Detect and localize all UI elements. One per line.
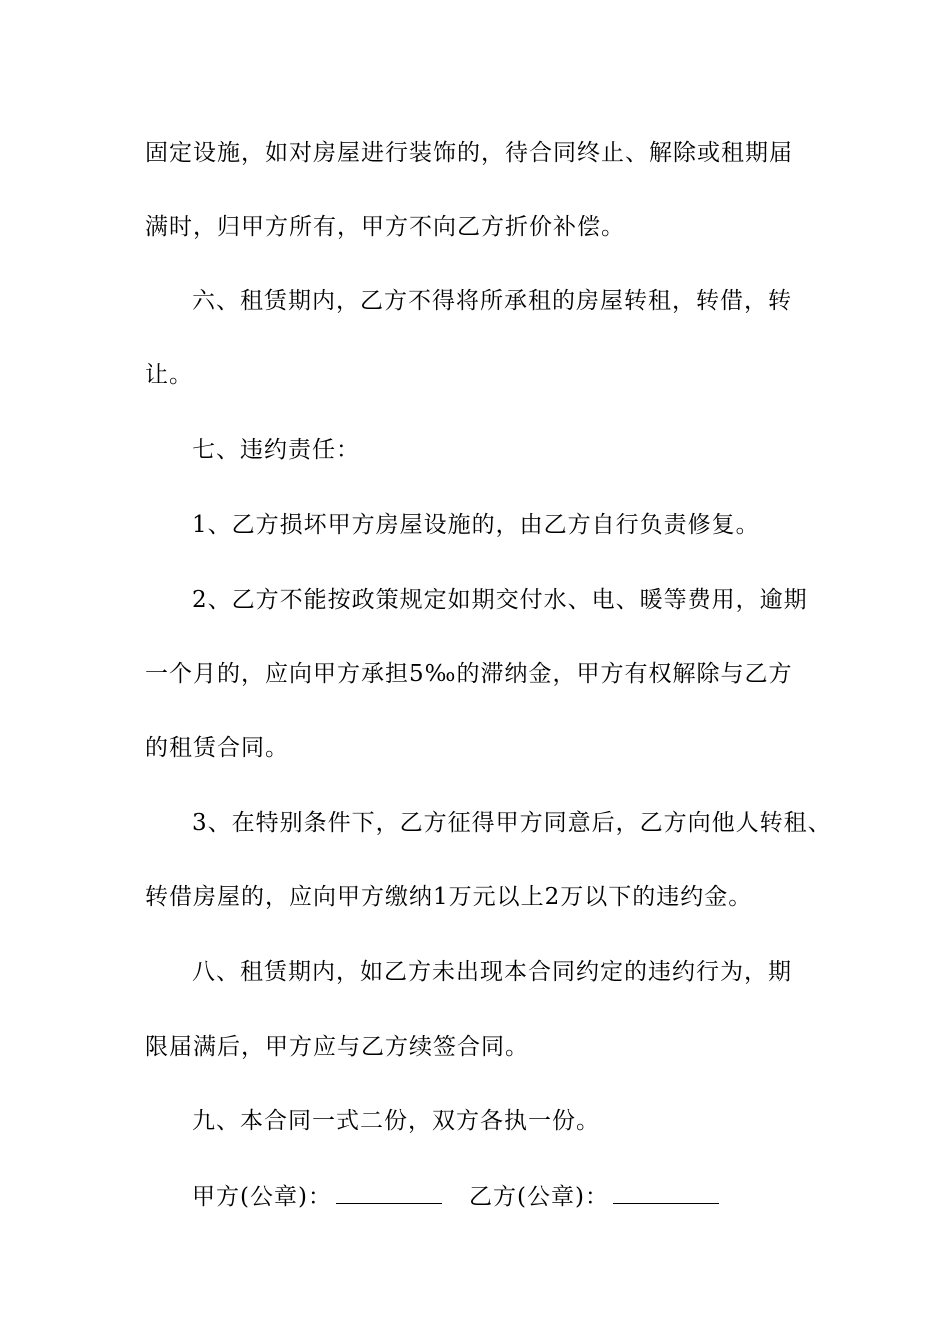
paragraph-line: 转借房屋的，应向甲方缴纳1万元以上2万以下的违约金。 [145,884,753,910]
party-b-label: 乙方(公章)： [469,1184,609,1210]
paragraph-line: 让。 [145,362,193,388]
party-a-label: 甲方(公章)： [192,1184,332,1210]
clause-seven-item-1: 1、乙方损坏甲方房屋设施的，由乙方自行负责修复。 [192,512,760,538]
paragraph-line: 固定设施，如对房屋进行装饰的，待合同终止、解除或租期届 [145,140,793,166]
clause-six: 六、租赁期内，乙方不得将所承租的房屋转租，转借，转 [192,288,792,314]
party-b-blank [613,1181,719,1204]
paragraph-line: 限届满后，甲方应与乙方续签合同。 [145,1034,529,1060]
clause-nine: 九、本合同一式二份，双方各执一份。 [192,1108,600,1134]
party-a-signature [192,1181,442,1211]
party-b-signature [469,1181,719,1211]
party-a-blank [336,1181,442,1204]
paragraph-line: 的租赁合同。 [145,735,289,761]
clause-seven-item-3: 3、在特别条件下，乙方征得甲方同意后，乙方向他人转租、 [192,810,832,836]
paragraph-line: 满时，归甲方所有，甲方不向乙方折价补偿。 [145,214,625,240]
clause-eight: 八、租赁期内，如乙方未出现本合同约定的违约行为，期 [192,959,792,985]
clause-seven-heading: 七、违约责任： [192,437,360,463]
paragraph-line: 一个月的，应向甲方承担5‰的滞纳金，甲方有权解除与乙方 [145,661,793,687]
clause-seven-item-2: 2、乙方不能按政策规定如期交付水、电、暖等费用，逾期 [192,587,808,613]
